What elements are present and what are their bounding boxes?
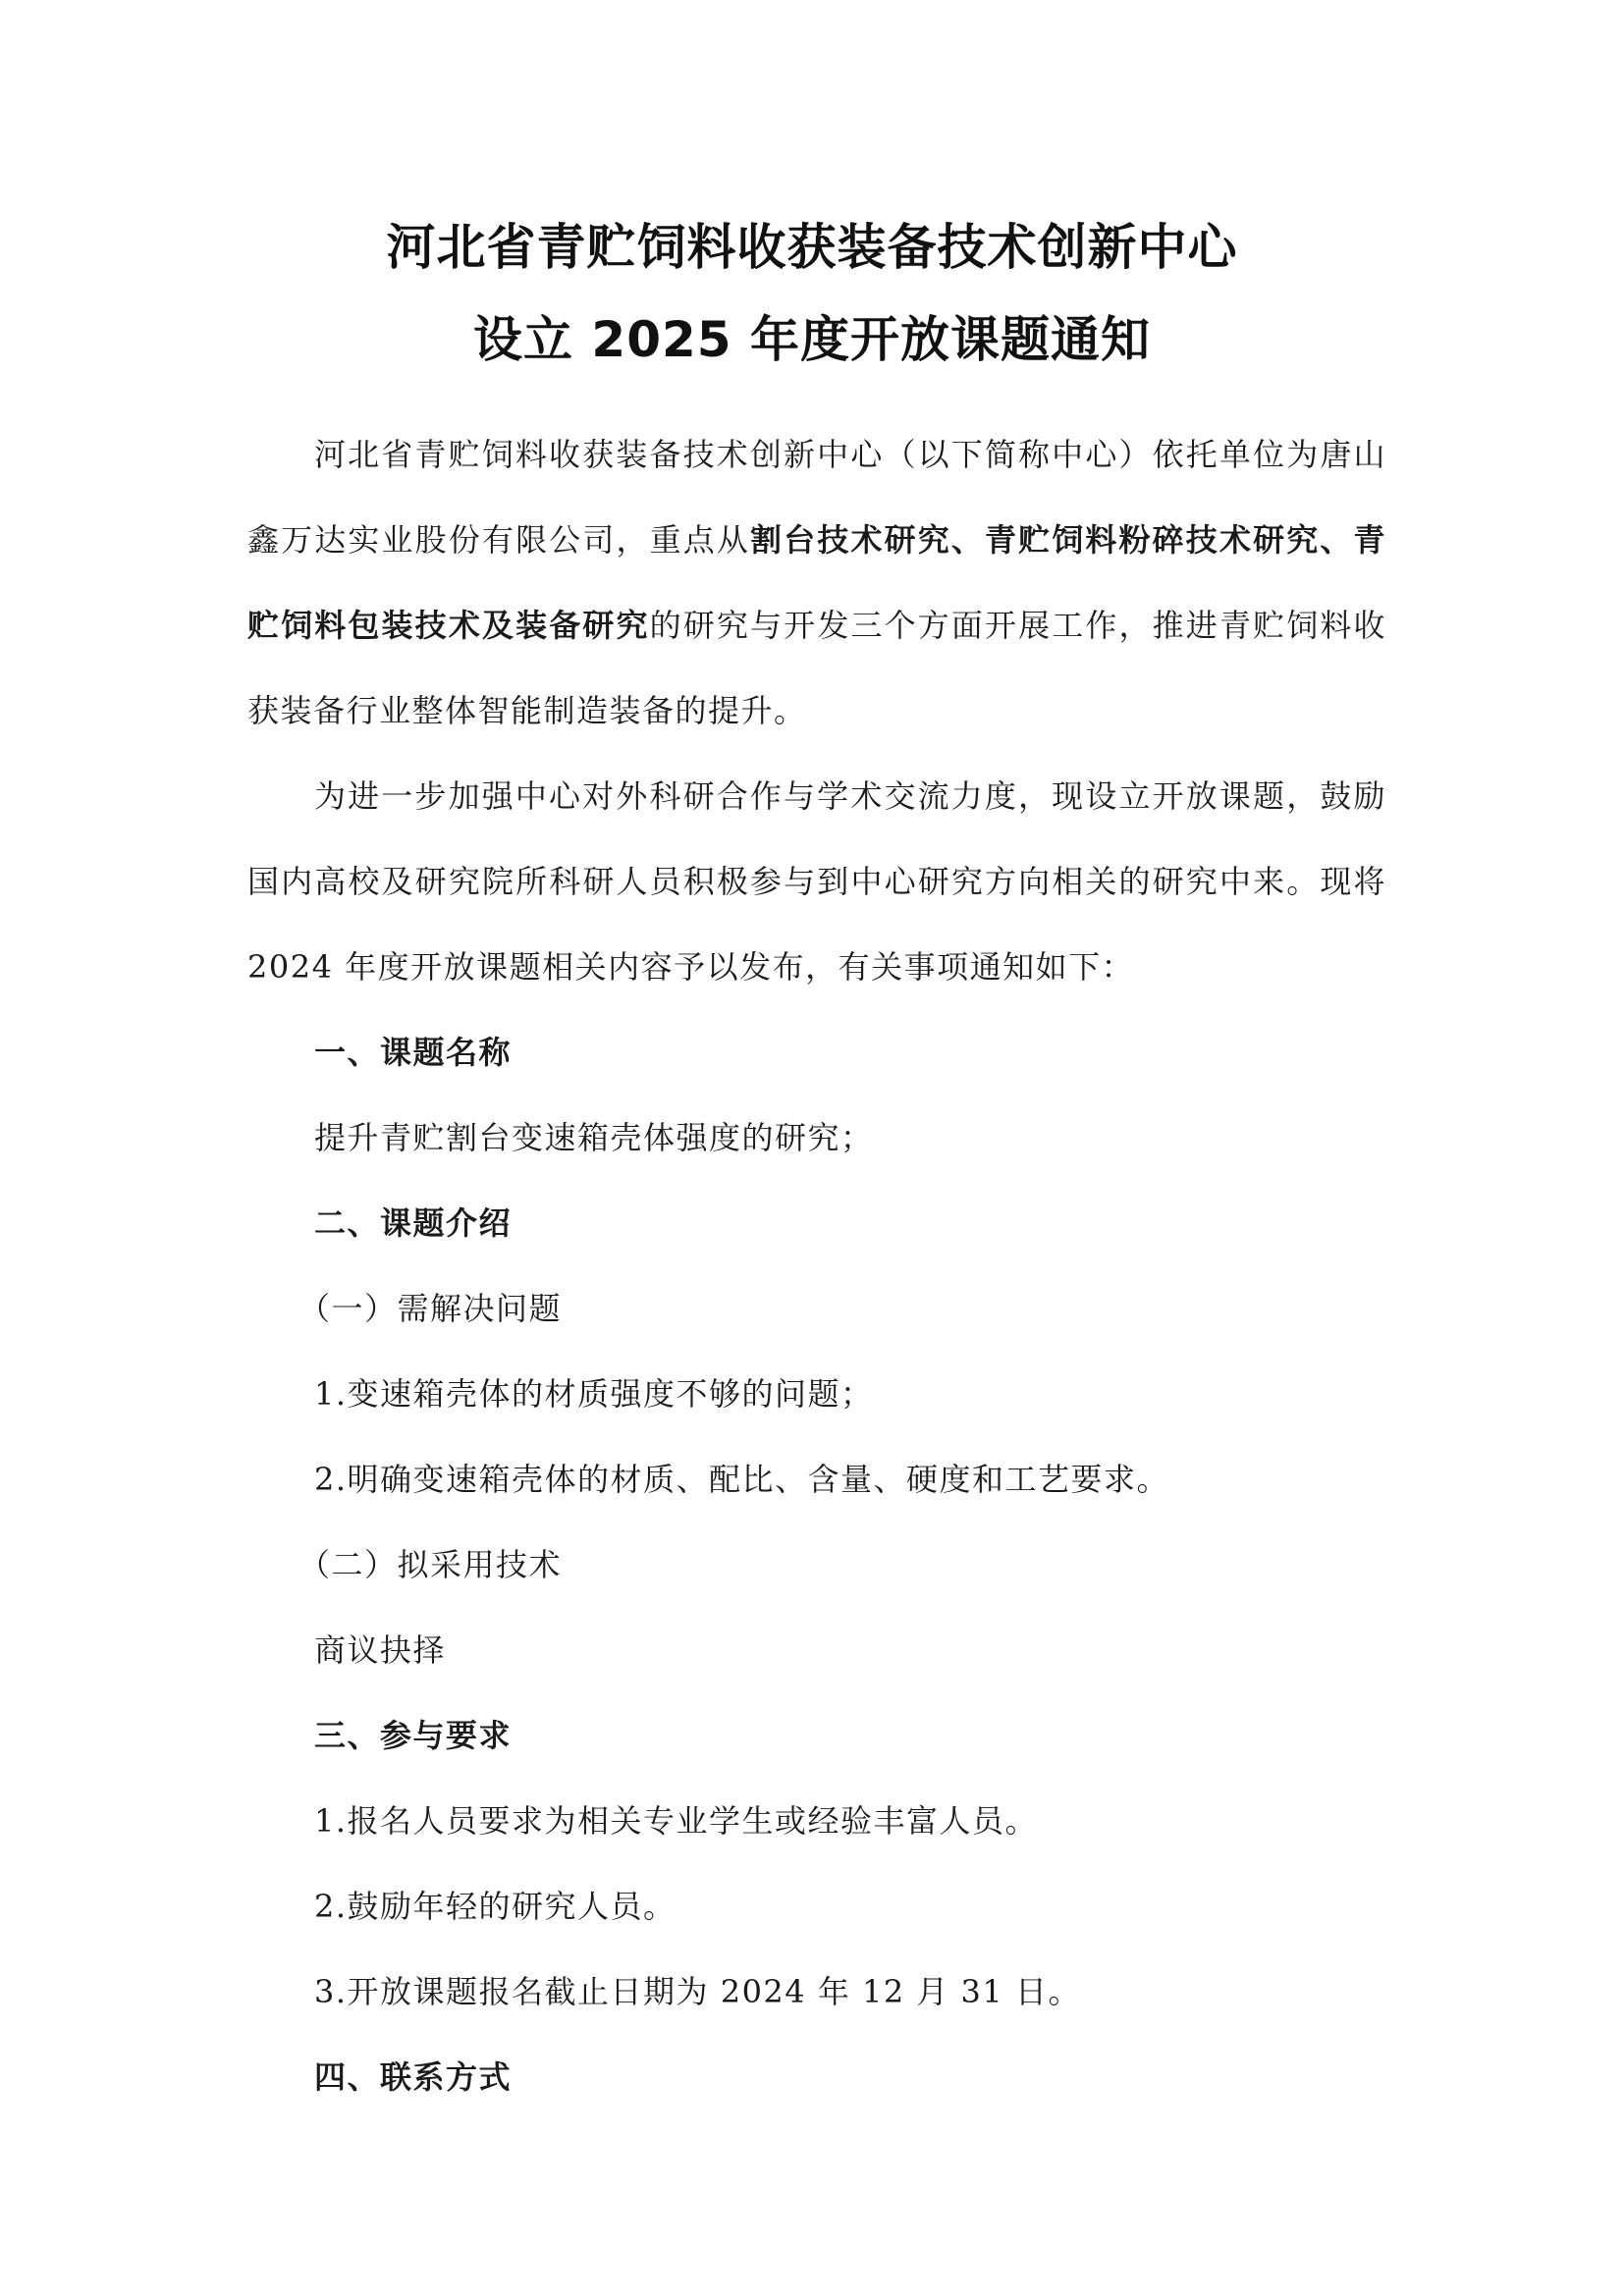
section-2-item-1: 1.变速箱壳体的材质强度不够的问题； xyxy=(314,1375,874,1413)
intro-text-a: 河北省青贮饲料收获装备技术创新中心（以下简称中心）依托单位为唐山鑫万达实业股份有限公司，重点从 xyxy=(247,436,1386,559)
document-body xyxy=(247,412,1386,2120)
section-1-text: 提升青贮割台变速箱壳体强度的研究； xyxy=(314,1119,874,1156)
intro-paragraph-1 xyxy=(247,412,1386,754)
intro-text-b: 的研究与开发三个方面开展工作，推进青贮饲料收获装备行业整体智能制造装备的提升。 xyxy=(247,607,1386,729)
title-line-2: 设立 2025 年度开放课题通知 xyxy=(473,311,1151,368)
section-3-heading: 三、参与要求 xyxy=(314,1717,513,1754)
title-line-1: 河北省青贮饲料收获装备技术创新中心 xyxy=(386,219,1238,276)
intro-research-areas: 割台技术研究、青贮饲料粉碎技术研究、青贮饲料包装技术及装备研究 xyxy=(247,521,1386,644)
section-2-sub-2: （二）拟采用技术 xyxy=(298,1546,563,1583)
intro-paragraph-2: 为进一步加强中心对外科研合作与学术交流力度，现设立开放课题，鼓励国内高校及研究院所科研人员积极参与到中心研究方向相关的研究中来。现将 2024 年度开放课题相关内容予以发布，有关事项通知如下： xyxy=(247,777,1386,986)
section-3-item-3: 3.开放课题报名截止日期为 2024 年 12 月 31 日。 xyxy=(314,1973,1081,2010)
section-2-sub-2-text: 商议抉择 xyxy=(314,1631,447,1669)
section-1-heading: 一、课题名称 xyxy=(314,1034,513,1071)
section-3-item-2: 2.鼓励年轻的研究人员。 xyxy=(314,1888,677,1925)
section-4-heading: 四、联系方式 xyxy=(314,2058,513,2096)
section-2-heading: 二、课题介绍 xyxy=(314,1204,513,1242)
section-2-item-2: 2.明确变速箱壳体的材质、配比、含量、硬度和工艺要求。 xyxy=(314,1461,1170,1498)
section-2-sub-1: （一）需解决问题 xyxy=(298,1290,563,1327)
section-3-item-1: 1.报名人员要求为相关专业学生或经验丰富人员。 xyxy=(314,1802,1039,1840)
document-title xyxy=(0,201,1624,386)
